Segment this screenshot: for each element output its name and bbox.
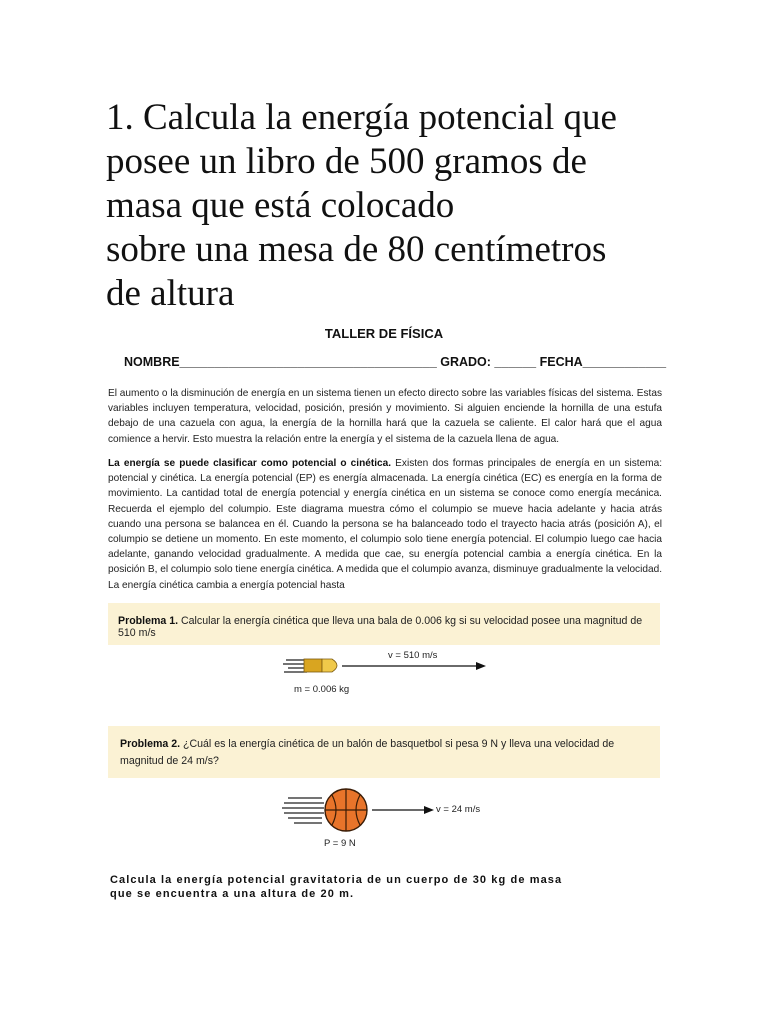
basketball-weight-label: P = 9 N [324, 838, 356, 849]
question-1-line: 1. Calcula la energía potencial que [106, 97, 617, 138]
final-question-line: que se encuentra a una altura de 20 m. [110, 888, 355, 900]
motion-lines [282, 798, 324, 823]
question-1-line: de altura [106, 273, 235, 314]
question-1 [106, 96, 706, 316]
bullet-diagram [280, 648, 490, 700]
problem-2-text: ¿Cuál es la energía cinética de un balón de basquetbol si pesa 9 N y lleva una velocidad de magnitud de 24 m/s? [120, 738, 615, 767]
intro-paragraph: El aumento o la disminución de energía en un sistema tienen un efecto directo sobre las variables físicas del sistema. Estas variables incluyen temperatura, velocidad, posición, presión y movimiento. Si alguien enciende la hornilla de una estufa debajo de una cazuela con agua, la energía de la hornilla hará que la cazuela se caliente. El calor hará que el agua comience a hervir. Esto muestra la relación entre la energía y el sistema de la cazuela llena de agua. [108, 388, 662, 445]
problem-1-label: Problema 1. [118, 615, 179, 627]
question-1-line: sobre una mesa de 80 centímetros [106, 229, 607, 270]
final-question-line: Calcula la energía potencial gravitatoria de un cuerpo de 30 kg de masa [110, 874, 563, 886]
basketball-illustration [280, 784, 520, 840]
bullet-tip [322, 659, 337, 672]
problem-1-text: Calcular la energía cinética que lleva una bala de 0.006 kg si su velocidad posee una magnitud de 510 m/s [118, 615, 643, 639]
worksheet-title: TALLER DE FÍSICA [324, 326, 444, 341]
question-1-line: posee un libro de 500 gramos de [106, 141, 587, 182]
energy-types-lead: La energía se puede clasificar como potencial o cinética. [108, 458, 392, 469]
bullet-casing [304, 659, 322, 672]
bullet-mass-label: m = 0.006 kg [294, 684, 350, 695]
motion-lines [283, 660, 307, 672]
arrow-head [476, 662, 486, 670]
problem-1-box [108, 603, 660, 645]
final-question [110, 873, 670, 901]
basketball-diagram [280, 784, 520, 854]
energy-types-paragraph [108, 456, 662, 593]
problem-2-label: Problema 2. [120, 738, 181, 750]
basketball-velocity-label: v = 24 m/s [436, 804, 481, 815]
question-1-line: masa que está colocado [106, 185, 455, 226]
bullet-velocity-label: v = 510 m/s [388, 650, 438, 661]
problem-2-box [108, 726, 660, 778]
student-info-line: NOMBRE_____________________________________ GRADO: ______ FECHA____________ [124, 355, 667, 369]
arrow-head [424, 806, 434, 814]
energy-types-body: Existen dos formas principales de energía en un sistema: potencial y cinética. La energía potencial (EP) es energía almacenada. La energía cinética (EC) es energía en la forma de movimiento. La cantidad total de energía potencial y energía cinética en un sistema se conoce como energía mecánica. Recuerda el ejemplo del columpio. Este diagrama muestra cómo el columpio se mueve hacia adelante y hacia atrás cuando una persona se balancea en él. Cuando la persona se ha balanceado todo el trayecto hacia atrás (posición A), el columpio se detiene un momento. En este momento, el columpio solo tiene energía potencial. El columpio luego cae hacia adelante, ganando velocidad gradualmente. A medida que cae, su energía potencial cambia a energía cinética. En la posición B, el columpio solo tiene energía cinética. A medida que el columpio avanza, disminuye gradualmente la velocidad. La energía cinética cambia a energía potencial hasta [108, 458, 662, 591]
